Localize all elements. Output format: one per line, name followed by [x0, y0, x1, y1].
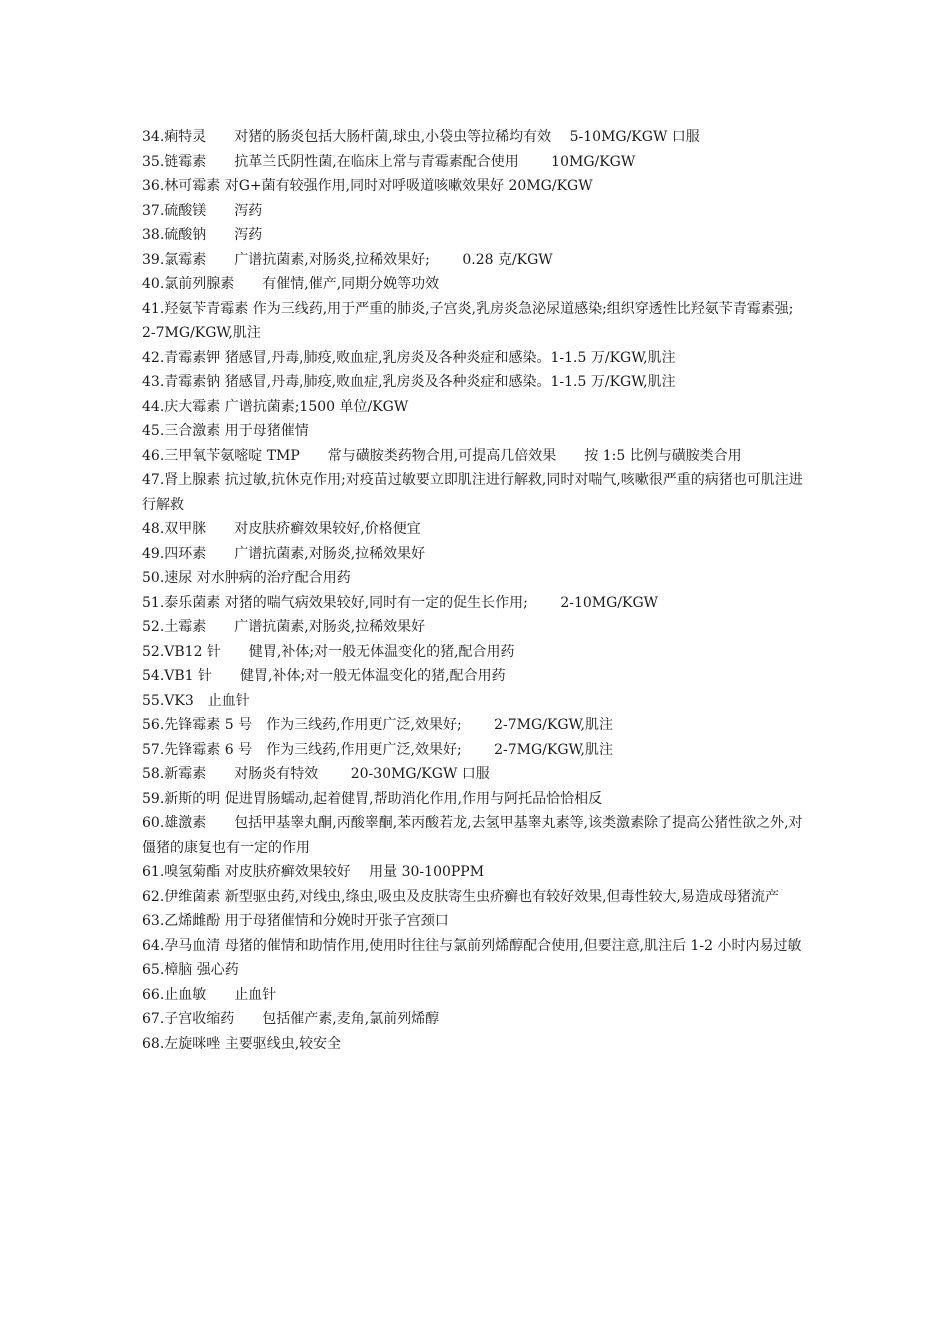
drug-entry: 50.速尿 对水肿病的治疗配合用药 [142, 570, 351, 586]
drug-entry: 43.青霉素钠 猪感冒,丹毒,肺疫,败血症,乳房炎及各种炎症和感染。1-1.5 万/KGW,肌注 [142, 374, 676, 390]
drug-entry: 66.止血敏 止血针 [142, 986, 277, 1003]
drug-entry: 40.氯前列腺素 有催情,催产,同期分娩等功效 [142, 276, 440, 292]
drug-entry: 45.三合激素 用于母猪催情 [142, 423, 309, 439]
drug-entry: 58.新霉素 对肠炎有特效 20-30MG/KGW 口服 [142, 766, 490, 782]
drug-entry: 38.硫酸钠 泻药 [142, 227, 263, 243]
drug-entry: 65.樟脑 强心药 [142, 962, 239, 978]
drug-entry: 61.嗅氢菊酯 对皮肤疥癣效果较好 用量 30-100PPM [142, 864, 485, 880]
drug-entry: 64.孕马血清 母猪的催情和助情作用,使用时往往与氯前列烯醇配合使用,但要注意,肌注后 1-2 小时内易过敏 [142, 937, 802, 954]
document-page [142, 125, 826, 1056]
drug-entry: 47.肾上腺素 抗过敏,抗休克作用;对疫苗过敏要立即肌注进行解救,同时对喘气,咳嗽很严重的病猪也可肌注进行解救 [142, 472, 803, 513]
drug-entry: 51.泰乐菌素 对猪的喘气病效果较好,同时有一定的促生长作用; 2-10MG/KGW [142, 594, 659, 611]
drug-entry: 63.乙烯雌酚 用于母猪催情和分娩时开张子宫颈口 [142, 913, 449, 929]
drug-entry: 67.子宫收缩药 包括催产素,麦角,氯前列烯醇 [142, 1011, 440, 1027]
drug-entry: 59.新斯的明 促进胃肠蠕动,起着健胃,帮助消化作用,作用与阿托品恰恰相反 [142, 790, 603, 807]
drug-entry: 41.羟氨苄青霉素 作为三线药,用于严重的肺炎,子宫炎,乳房炎急泌尿道感染;组织穿透性比羟氨苄青霉素强; 2-7MG/KGW,肌注 [142, 300, 826, 341]
drug-entry: 44.庆大霉素 广谱抗菌素;1500 单位/KGW [142, 398, 409, 415]
drug-entry: 56.先锋霉素 5 号 作为三线药,作用更广泛,效果好; 2-7MG/KGW,肌注 [142, 717, 613, 733]
drug-entry: 37.硫酸镁 泻药 [142, 202, 263, 219]
drug-entry: 46.三甲氧苄氨嘧啶 TMP 常与磺胺类药物合用,可提高几倍效果 按 1:5 比例与磺胺类合用 [142, 447, 742, 464]
drug-entry: 60.雄激素 包括甲基睾丸酮,丙酸睾酮,苯丙酸若龙,去氢甲基睾丸素等,该类激素除了提高公猪性欲之外,对僵猪的康复也有一定的作用 [142, 815, 803, 856]
drug-entry: 62.伊维菌素 新型驱虫药,对线虫,绦虫,吸虫及皮肤寄生虫疥癣也有较好效果,但毒性较大,易造成母猪流产 [142, 888, 779, 905]
drug-entry: 39.氯霉素 广谱抗菌素,对肠炎,拉稀效果好; 0.28 克/KGW [142, 251, 553, 268]
drug-entry: 68.左旋咪唑 主要驱线虫,较安全 [142, 1035, 342, 1052]
drug-entry: 49.四环素 广谱抗菌素,对肠炎,拉稀效果好 [142, 545, 426, 562]
drug-entry: 35.链霉素 抗革兰氏阴性菌,在临床上常与青霉素配合使用 10MG/KGW [142, 153, 636, 170]
drug-entry: 57.先锋霉素 6 号 作为三线药,作用更广泛,效果好; 2-7MG/KGW,肌注 [142, 741, 613, 758]
drug-entry: 55.VK3 止血针 [142, 692, 250, 709]
drug-entry: 48.双甲脒 对皮肤疥癣效果较好,价格便宜 [142, 521, 421, 537]
drug-entry: 52.土霉素 广谱抗菌素,对肠炎,拉稀效果好 [142, 619, 426, 635]
drug-entry: 42.青霉素钾 猪感冒,丹毒,肺疫,败血症,乳房炎及各种炎症和感染。1-1.5 万/KGW,肌注 [142, 349, 676, 366]
drug-entry: 54.VB1 针 健胃,补体;对一般无体温变化的猪,配合用药 [142, 668, 506, 684]
drug-entry: 36.林可霉素 对G+菌有较强作用,同时对呼吸道咳嗽效果好 20MG/KGW [142, 178, 593, 194]
drug-entry: 34.痢特灵 对猪的肠炎包括大肠杆菌,球虫,小袋虫等拉稀均有效 5-10MG/KGW 口服 [142, 129, 700, 145]
drug-entry: 52.VB12 针 健胃,补体;对一般无体温变化的猪,配合用药 [142, 643, 515, 660]
